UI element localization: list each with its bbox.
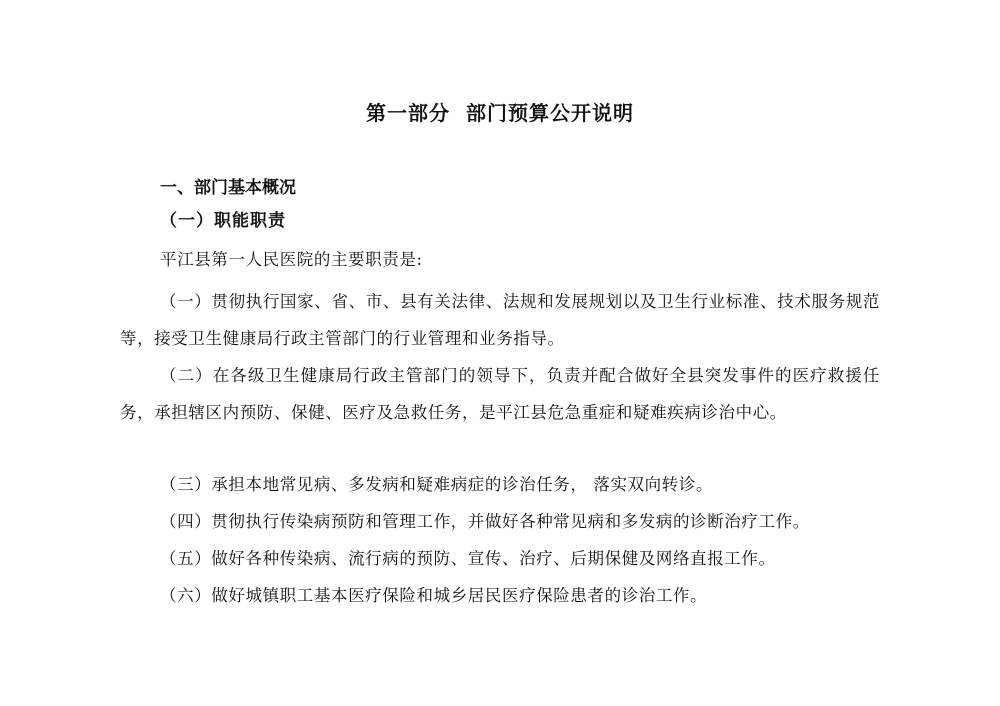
duty-item-4: （四）贯彻执行传染病预防和管理工作，并做好各种常见病和多发病的诊断治疗工作。 xyxy=(160,512,810,531)
intro-paragraph: 平江县第一人民医院的主要职责是: xyxy=(160,250,423,269)
duty-item-3: （三）承担本地常见病、多发病和疑难病症的诊治任务， 落实双向转诊。 xyxy=(160,475,714,494)
duty-item-5: （五）做好各种传染病、流行病的预防、宣传、治疗、后期保健及网络直报工作。 xyxy=(160,549,776,568)
duty-item-6: （六）做好城镇职工基本医疗保险和城乡居民医疗保险患者的诊治工作。 xyxy=(160,586,708,605)
subsection-heading: （一）职能职责 xyxy=(160,211,286,231)
duty-item-2: （二）在各级卫生健康局行政主管部门的领导下，负责并配合做好全县突发事件的医疗救援任务，承担辖区内预防、保健、医疗及急救任务，是平江县危急重症和疑难疾病诊治中心。 xyxy=(120,366,880,422)
duty-item-1: （一）贯彻执行国家、省、市、县有关法律、法规和发展规划以及卫生行业标准、技术服务规范等，接受卫生健康局行政主管部门的行业管理和业务指导。 xyxy=(120,292,880,348)
section-heading: 一、部门基本概况 xyxy=(160,178,296,198)
page-title: 第一部分 部门预算公开说明 xyxy=(366,101,634,125)
